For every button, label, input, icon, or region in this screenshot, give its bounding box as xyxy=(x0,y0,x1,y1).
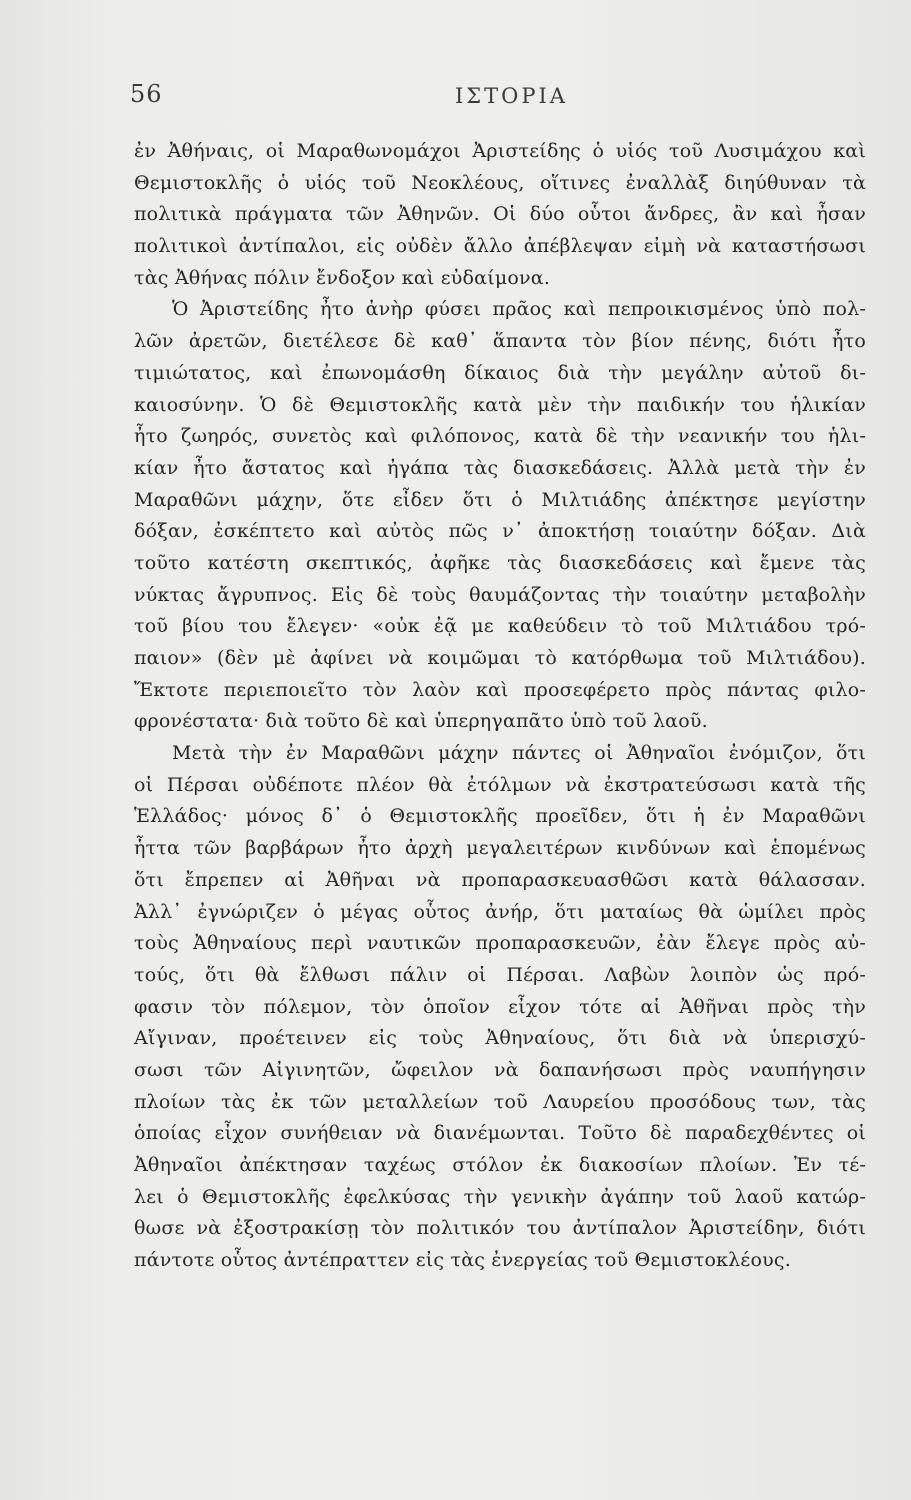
text-line: Θεμιστοκλῆς ὁ υἱός τοῦ Νεοκλέους, οἵτινες ἐναλλὰξ διηύθυναν τὰ xyxy=(134,171,866,194)
text-line: φρονέστατα· διὰ τοῦτο δὲ καὶ ὑπερηγαπᾶτο ὑπὸ τοῦ λαοῦ. xyxy=(134,710,708,733)
text-line: σωσι τῶν Αἰγινητῶν, ὤφειλον νὰ δαπανήσωσι πρὸς ναυπήγησιν xyxy=(134,1058,866,1081)
text-line: Αἴγιναν, προέτεινεν εἰς τοὺς Ἀθηναίους, ὅτι διὰ νὰ ὑπερισχύ- xyxy=(134,1027,866,1050)
text-line: πάντοτε οὗτος ἀντέπραττεν εἰς τὰς ἐνεργείας τοῦ Θεμιστοκλέους. xyxy=(134,1249,791,1272)
text-line: τοῦ βίου του ἔλεγεν· «οὐκ ἐᾷ με καθεύδειν τὸ τοῦ Μιλτιάδου τρό- xyxy=(134,615,866,638)
text-line: ὅτι ἔπρεπεν αἱ Ἀθῆναι νὰ προπαρασκευασθῶσι κατὰ θάλασσαν. xyxy=(134,868,866,891)
text-line: Ἀθηναῖοι ἀπέκτησαν ταχέως στόλον ἐκ διακοσίων πλοίων. Ἐν τέ- xyxy=(134,1154,866,1176)
page-header xyxy=(130,80,850,120)
text-line: πολιτικὰ πράγματα τῶν Ἀθηνῶν. Οἱ δύο οὗτοι ἄνδρες, ἂν καὶ ἦσαν xyxy=(134,203,866,226)
text-line: ἧττα τῶν βαρβάρων ἦτο ἀρχὴ μεγαλειτέρων κινδύνων καὶ ἑπομένως xyxy=(134,837,866,860)
text-line: Μετὰ τὴν ἐν Μαραθῶνι μάχην πάντες οἱ Ἀθηναῖοι ἐνόμιζον, ὅτι xyxy=(172,742,866,765)
text-line: πολιτικοὶ ἀντίπαλοι, εἰς οὐδὲν ἄλλο ἀπέβλεψαν εἰμὴ νὰ καταστήσωσι xyxy=(134,235,866,258)
text-line: νύκτας ἄγρυπνος. Εἰς δὲ τοὺς θαυμάζοντας τὴν τοιαύτην μεταβολὴν xyxy=(134,583,866,606)
text-line: Μαραθῶνι μάχην, ὅτε εἶδεν ὅτι ὁ Μιλτιάδης ἀπέκτησε μεγίστην xyxy=(134,488,866,511)
text-line: ἦτο ζωηρός, συνετὸς καὶ φιλόπονος, κατὰ δὲ τὴν νεανικήν του ἡλι- xyxy=(134,425,866,448)
text-line: φασιν τὸν πόλεμον, τὸν ὁποῖον εἶχον τότε αἱ Ἀθῆναι πρὸς τὴν xyxy=(134,995,866,1018)
text-line: Ἔκτοτε περιεποιεῖτο τὸν λαὸν καὶ προσεφέρετο πρὸς πάντας φιλο- xyxy=(134,678,866,701)
text-line: καιοσύνην. Ὁ δὲ Θεμιστοκλῆς κατὰ μὲν τὴν παιδικήν του ἡλικίαν xyxy=(134,393,866,416)
text-line: τούς, ὅτι θὰ ἔλθωσι πάλιν οἱ Πέρσαι. Λαβὼν λοιπὸν ὡς πρό- xyxy=(134,963,866,986)
text-line: Ὁ Ἀριστείδης ἦτο ἀνὴρ φύσει πρᾶος καὶ πεπροικισμένος ὑπὸ πολ- xyxy=(172,298,866,321)
text-line: πλοίων τὰς ἐκ τῶν μεταλλείων τοῦ Λαυρείου προσόδους των, τὰς xyxy=(134,1090,866,1113)
text-line: τιμιώτατος, καὶ ἐπωνομάσθη δίκαιος διὰ τὴν μεγάλην αὐτοῦ δι- xyxy=(134,361,866,384)
page-number: 56 xyxy=(130,80,163,108)
text-line: λει ὁ Θεμιστοκλῆς ἐφελκύσας τὴν γενικὴν ἀγάπην τοῦ λαοῦ κατώρ- xyxy=(134,1185,866,1208)
body-text xyxy=(134,136,866,1277)
text-line: παιον» (δὲν μὲ ἀφίνει νὰ κοιμῶμαι τὸ κατόρθωμα τοῦ Μιλτιάδου). xyxy=(134,647,866,669)
text-line: δόξαν, ἐσκέπτετο καὶ αὐτὸς πῶς ν᾽ ἀποκτήσῃ τοιαύτην δόξαν. Διὰ xyxy=(134,520,866,543)
text-line: ἐν Ἀθήναις, οἱ Μαραθωνομάχοι Ἀριστείδης ὁ υἱός τοῦ Λυσιμάχου καὶ xyxy=(134,140,866,162)
text-line: τὰς Ἀθήνας πόλιν ἔνδοξον καὶ εὐδαίμονα. xyxy=(134,266,551,289)
text-line: λῶν ἀρετῶν, διετέλεσε δὲ καθ᾽ ἅπαντα τὸν βίον πένης, διότι ἦτο xyxy=(134,330,866,353)
text-line: θωσε νὰ ἐξοστρακίσῃ τὸν πολιτικόν του ἀντίπαλον Ἀριστείδην, διότι xyxy=(134,1217,866,1240)
running-title: ΙΣΤΟΡΙΑ xyxy=(455,84,568,108)
text-line: κίαν ἦτο ἄστατος καὶ ἠγάπα τὰς διασκεδάσεις. Ἀλλὰ μετὰ τὴν ἐν xyxy=(134,456,866,479)
text-line: τοὺς Ἀθηναίους περὶ ναυτικῶν προπαρασκευῶν, ἐὰν ἔλεγε πρὸς αὐ- xyxy=(134,932,866,955)
text-line: οἱ Πέρσαι οὐδέποτε πλέον θὰ ἐτόλμων νὰ ἐκστρατεύσωσι κατὰ τῆς xyxy=(134,773,866,796)
text-line: Ἀλλ᾽ ἐγνώριζεν ὁ μέγας οὗτος ἀνήρ, ὅτι ματαίως θὰ ὡμίλει πρὸς xyxy=(134,900,866,923)
text-line: Ἑλλάδος· μόνος δ᾽ ὁ Θεμιστοκλῆς προεῖδεν, ὅτι ἡ ἐν Μαραθῶνι xyxy=(134,805,866,828)
text-line: ὁποίας εἶχον συνήθειαν νὰ διανέμωνται. Τοῦτο δὲ παραδεχθέντες οἱ xyxy=(134,1122,866,1145)
text-line: τοῦτο κατέστη σκεπτικός, ἀφῆκε τὰς διασκεδάσεις καὶ ἔμενε τὰς xyxy=(134,551,866,574)
